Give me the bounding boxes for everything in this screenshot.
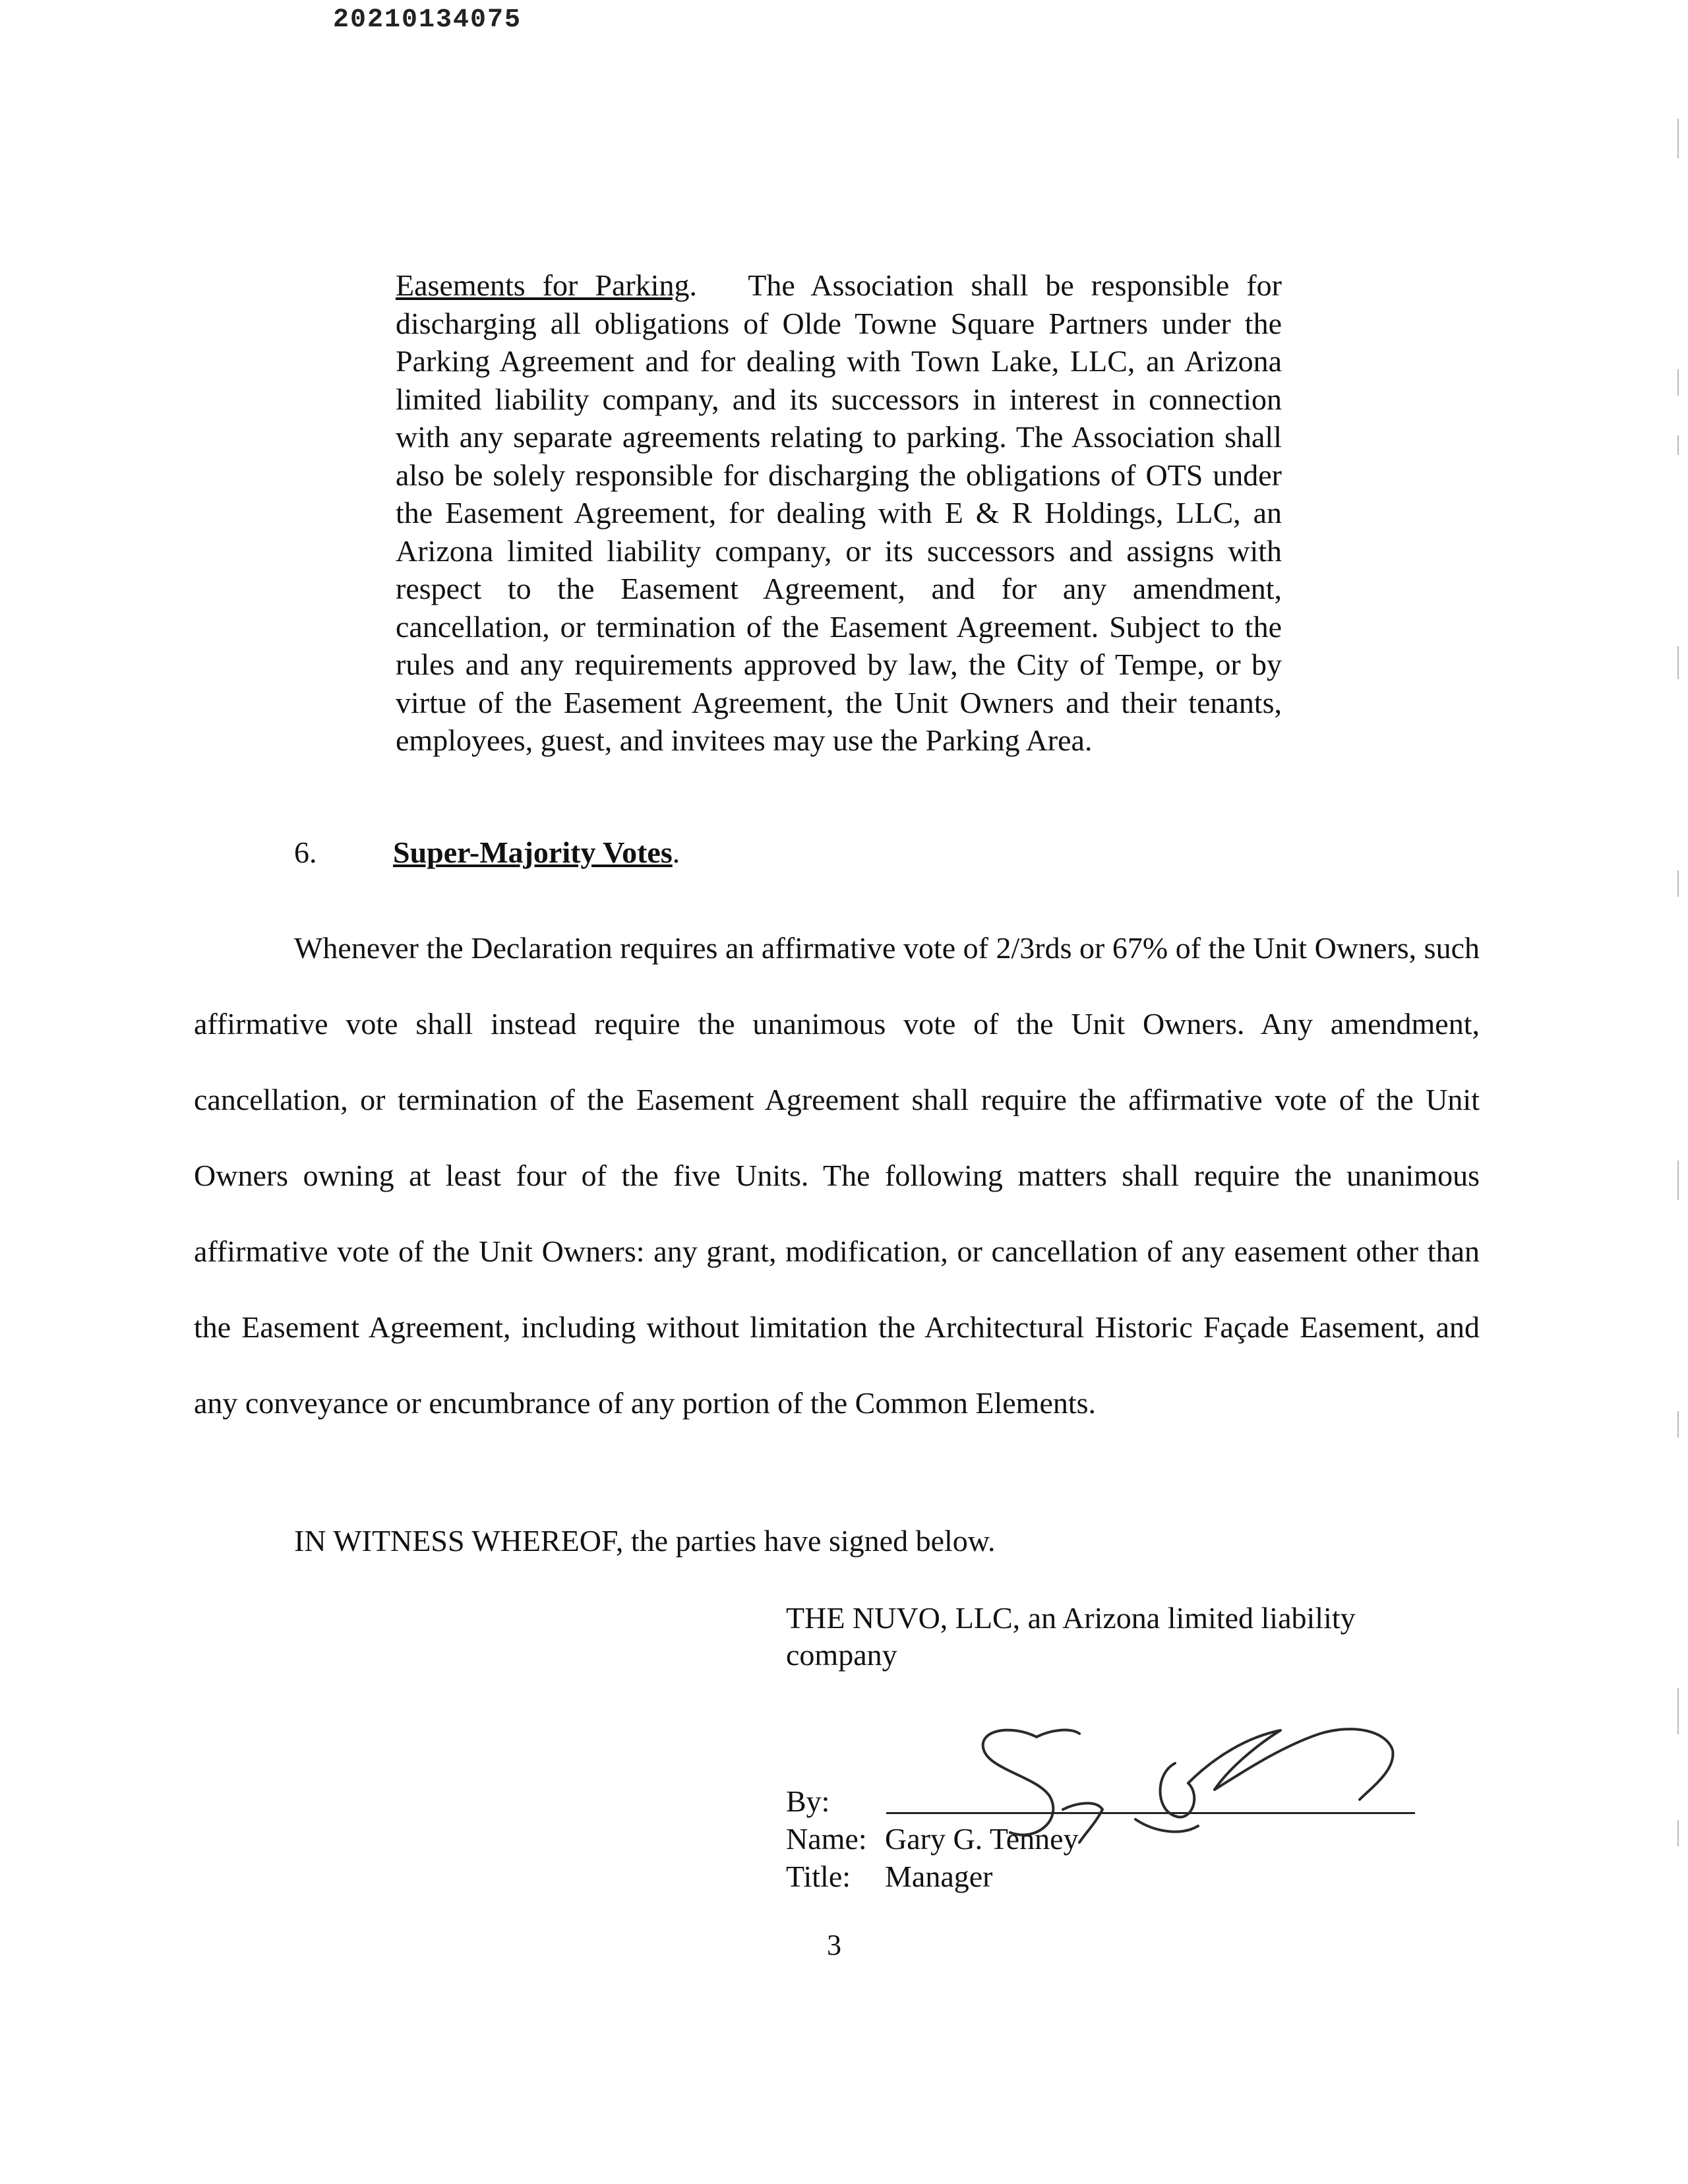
signer-title: Manager [885, 1860, 993, 1893]
signature-block [786, 1600, 1419, 1893]
handwritten-signature [938, 1711, 1412, 1869]
section-6-title: Super-Majority Votes [393, 835, 673, 869]
signer-name: Gary G. Tenney [885, 1822, 1079, 1856]
easements-for-parking-heading: Easements for Parking [396, 268, 690, 302]
section-6-number: 6. [294, 835, 317, 869]
section-5-continuation-paragraph [396, 266, 1282, 760]
witness-statement: IN WITNESS WHEREOF, the parties have signed below. [294, 1524, 996, 1558]
signature-lines [786, 1783, 1419, 1896]
by-label: By: [786, 1784, 830, 1818]
page-number: 3 [827, 1929, 841, 1961]
section-6-heading [294, 835, 680, 870]
signatory-company: THE NUVO, LLC, an Arizona limited liability company [786, 1601, 1356, 1672]
section-5-text: The Association shall be responsible for discharging all obligations of Olde Towne Square Partners under the Parking Agreement and for dealing with Town Lake, LLC, an Arizona limited liability company, and its successors in interest in connection with any separate agreements relating to parking. The Association shall also be solely responsible for discharging the obligations of OTS under the Easement Agreement, for dealing with E & R Holdings, LLC, an Arizona limited liability company, or its successors and assigns with respect to the Easement Agreement, and for any amendment, cancellation, or termination of the Easement Agreement. Subject to the rules and any requirements approved by law, the City of Tempe, or by virtue of the Easement Agreement, the Unit Owners and their tenants, employees, guest, and invitees may use the Parking Area. [396, 268, 1282, 757]
lead-punctuation: . [689, 268, 697, 302]
name-label: Name: [786, 1822, 867, 1856]
title-label: Title: [786, 1860, 851, 1893]
section-6-title-punctuation: . [672, 835, 680, 869]
document-number: 20210134075 [332, 5, 522, 35]
scan-edge-marks [1648, 0, 1688, 2184]
section-6-body: Whenever the Declaration requires an affirmative vote of 2/3rds or 67% of the Unit Owners, such affirmative vote shall instead require the unanimous vote of the Unit Owners. Any amendment, cancellation, or termination of the Easement Agreement shall require the affirmative vote of the Unit Owners owning at least four of the five Units. The following matters shall require the unanimous affirmative vote of the Unit Owners: any grant, modification, or cancellation of any easement other than the Easement Agreement, including without limitation the Architectural Historic Façade Easement, and any conveyance or encumbrance of any portion of the Common Elements. [194, 931, 1480, 1420]
